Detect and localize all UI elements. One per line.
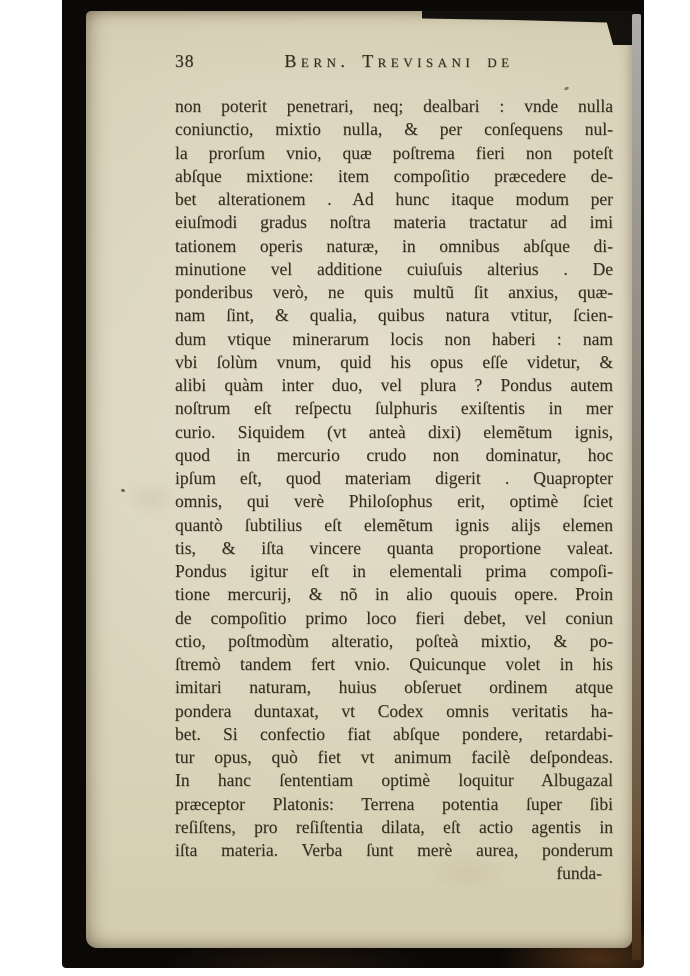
photo-corner-shadow: [422, 11, 632, 45]
text-line: minutione vel additione cuiuſuis alterius . De: [175, 258, 613, 279]
page-content: [175, 51, 613, 886]
page-header: [175, 51, 613, 78]
text-line: Pondus igitur eſt in elementali prima compoſi-: [175, 561, 613, 581]
text-line: pondera duntaxat, vt Codex omnis veritatis ha-: [175, 700, 613, 721]
text-line: nam ſint, & qualia, quibus natura vtitur, ſcien-: [175, 305, 613, 326]
text-line: quod in mercurio crudo non dominatur, hoc: [175, 444, 613, 465]
text-line: non poterit penetrari, neq; dealbari : vnde nulla: [175, 96, 613, 116]
book-page: [86, 11, 632, 948]
text-line: reſiſtens, pro reſiſtentia dilata, eſt actio agentis in: [175, 816, 613, 837]
text-line: curio. Siquidem (vt anteà dixi) elemẽtum ignis,: [175, 421, 613, 442]
text-line: ponderibus verò, ne quis multũ ſit anxius, quæ-: [175, 282, 613, 302]
text-line: eiuſmodi gradus noſtra materia tractatur ad imi: [175, 212, 613, 233]
text-line: imitari naturam, huius obſeruet ordinem atque: [175, 677, 613, 698]
text-line: ctio, poſtmodùm alteratio, poſteà mixtio, & po-: [175, 630, 613, 651]
text-line: dum vtique minerarum locis non haberi : nam: [175, 328, 613, 349]
text-line: tationem operis naturæ, in omnibus abſque di-: [175, 235, 613, 256]
text-line: alibi quàm inter duo, vel plura ? Pondus autem: [175, 375, 613, 395]
text-line: In hanc ſententiam optimè loquitur Albugazal: [175, 770, 613, 791]
catchword: funda-: [556, 863, 602, 884]
page-number: 38: [175, 51, 195, 71]
text-line: quantò ſubtilius eſt elemẽtum ignis alijs elemen: [175, 514, 613, 535]
text-line: vbi ſolùm vnum, quid his opus eſſe videtur, &: [175, 351, 613, 372]
text-line: iſta materia. Verba ſunt merè aurea, ponderum: [175, 840, 613, 860]
text-line: bet alterationem . Ad hunc itaque modum per: [175, 189, 613, 209]
text-line: abſque mixtione: item compoſitio præcedere de-: [175, 165, 613, 186]
text-line: ſtremò tandem fert vnio. Quicunque volet in his: [175, 654, 613, 674]
book-fore-edge: [632, 14, 641, 960]
paper-speck: [121, 488, 126, 492]
text-line: coniunctio, mixtio nulla, & per conſequens nul-: [175, 119, 613, 140]
text-line: præceptor Platonis: Terrena potentia ſuper ſibi: [175, 793, 613, 814]
text-line: tur opus, quò fiet vt animum facilè deſpondeas.: [175, 747, 613, 767]
text-line: tis, & iſta vincere quanta proportione valeat.: [175, 537, 613, 558]
running-title: Bern. Trevisani de: [284, 51, 514, 71]
text-line: de compoſitio primo loco fieri debet, vel coniun: [175, 607, 613, 628]
text-line: la prorſum vnio, quæ poſtrema fieri non poteſt: [175, 142, 613, 163]
text-line: ipſum eſt, quod materiam digerit . Quapropter: [175, 468, 613, 488]
text-line: tione mercurij, & nõ in alio quouis opere. Proin: [175, 584, 613, 605]
text-block: [175, 95, 613, 862]
text-line: omnis, qui verè Philoſophus erit, optimè ſciet: [175, 491, 613, 512]
text-line: bet. Si confectio fiat abſque pondere, retardabi-: [175, 723, 613, 744]
text-line: noſtrum eſt reſpectu ſulphuris exiſtentis in mer: [175, 398, 613, 419]
